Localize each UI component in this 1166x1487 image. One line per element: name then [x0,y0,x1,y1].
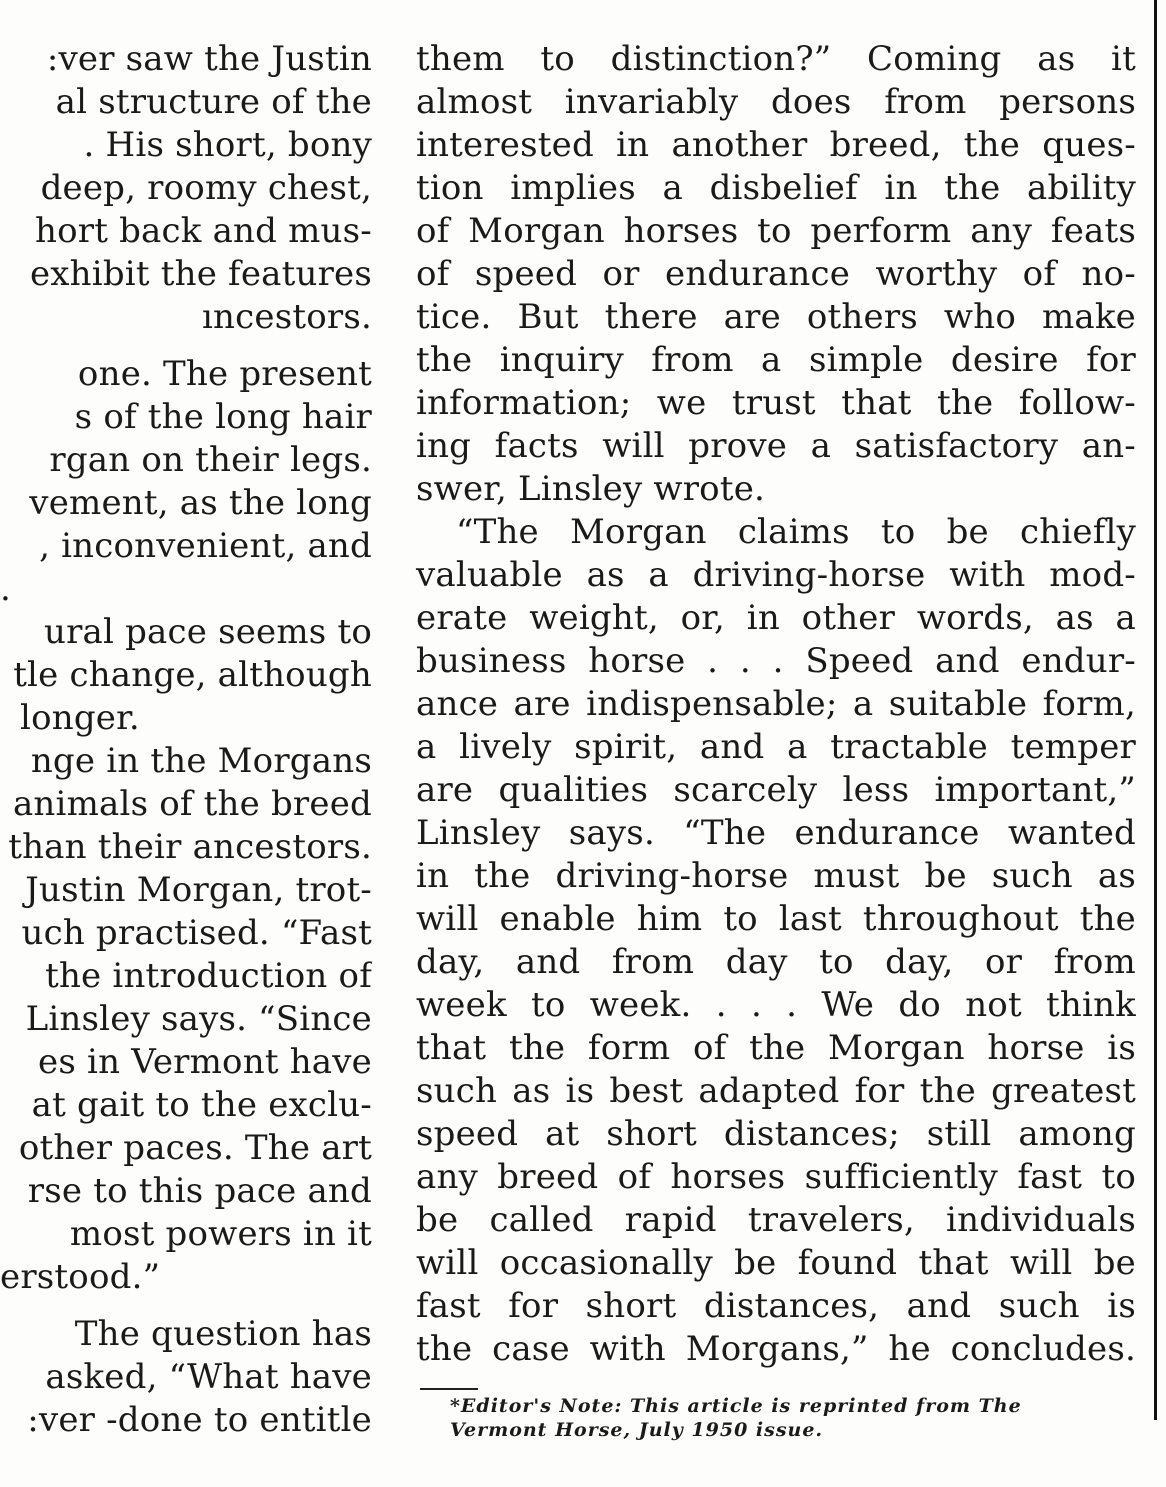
right-text-column [416,38,1136,1371]
right-line-15: business horse . . . Speed and endur- [416,641,1136,681]
left-line-21: Justin Morgan, trot- [25,870,372,910]
left-line-26: at gait to the exclu- [31,1085,372,1125]
left-line-6: exhibit the features [29,254,372,294]
right-line-20: in the driving-horse must be such as [416,856,1136,896]
left-line-27: other paces. The art [18,1128,372,1168]
left-line-3: . His short, bony [83,125,372,165]
left-line-20: than their ancestors. [8,827,372,867]
left-line-28: rse to this pace and [27,1171,372,1211]
right-line-17: a lively spirit, and a tractable temper [416,727,1136,767]
left-line-9: one. The present [77,354,372,394]
right-line-23: week to week. . . . We do not think [416,985,1136,1025]
right-line-31: the case with Morgans,” he concludes. [416,1329,1136,1369]
left-line-33: asked, “What have [45,1357,372,1397]
right-line-21: will enable him to last throughout the [416,899,1136,939]
left-line-5: hort back and mus- [35,211,372,251]
right-line-25: such as is best adapted for the greatest [416,1071,1136,1111]
right-line-14: erate weight, or, in other words, as a [416,598,1136,638]
right-line-4: tion implies a disbelief in the ability [416,168,1136,208]
left-line-7: ıncestors. [201,297,372,337]
right-line-1: them to distinction?” Coming as it [416,39,1136,79]
right-line-19: Linsley says. “The endurance wanted [416,813,1136,853]
left-line-16: tle change, although [13,655,372,695]
right-line-26: speed at short distances; still among [416,1114,1136,1154]
right-line-18: are qualities scarcely less important,” [416,770,1136,810]
editors-footnote [450,1394,1136,1442]
left-line-1: :ver saw the Justin [46,39,372,79]
left-line-14: . [0,569,12,609]
right-line-22: day, and from day to day, or from [416,942,1136,982]
left-line-4: deep, roomy chest, [40,168,372,208]
left-line-34: :ver -done to entitle [27,1400,372,1440]
footnote-rule [420,1388,478,1390]
left-line-23: the introduction of [45,956,372,996]
left-line-19: animals of the breed [12,784,372,824]
right-line-3: interested in another breed, the ques- [416,125,1136,165]
right-line-16: ance are indispensable; a suitable form, [416,684,1136,724]
right-line-5: of Morgan horses to perform any feats [416,211,1136,251]
left-text-column [0,38,372,1442]
left-line-10: s of the long hair [74,397,372,437]
left-line-11: rgan on their legs. [49,440,372,480]
footnote-line-2: Vermont Horse, July 1950 issue. [450,1419,824,1441]
right-line-13: valuable as a driving-horse with mod- [416,555,1136,595]
paragraph-gap [0,1299,372,1313]
left-line-17: longer. [20,698,140,738]
left-line-12: vement, as the long [29,483,372,523]
left-line-13: , inconvenient, and [39,526,372,566]
left-line-15: ural pace seems to [43,612,372,652]
right-line-6: of speed or endurance worthy of no- [416,254,1136,294]
right-line-27: any breed of horses sufficiently fast to [416,1157,1136,1197]
right-line-11: swer, Linsley wrote. [416,469,766,509]
right-line-7: tice. But there are others who make [416,297,1136,337]
right-line-30: fast for short distances, and such is [416,1286,1136,1326]
paragraph-gap [0,339,372,353]
right-line-2: almost invariably does from persons [416,82,1136,122]
right-line-28: be called rapid travelers, individuals [416,1200,1136,1240]
right-line-8: the inquiry from a simple desire for [416,340,1136,380]
left-line-18: nge in the Morgans [30,741,372,781]
left-line-32: The question has [74,1314,372,1354]
page-edge-border [1154,0,1157,1420]
right-line-12: “The Morgan claims to be chiefly [456,512,1136,552]
left-line-22: uch practised. “Fast [21,913,372,953]
left-line-30: erstood.” [0,1257,161,1297]
right-line-29: will occasionally be found that will be [416,1243,1136,1283]
right-line-24: that the form of the Morgan horse is [416,1028,1136,1068]
left-line-2: al structure of the [55,82,372,122]
left-line-29: most powers in it [69,1214,372,1254]
right-line-9: information; we trust that the follow- [416,383,1136,423]
left-line-24: Linsley says. “Since [25,999,372,1039]
right-line-10: ing facts will prove a satisfactory an- [416,426,1136,466]
left-line-25: es in Vermont have [38,1042,372,1082]
footnote-line-1: *Editor's Note: This article is reprinted from The [450,1395,1022,1417]
